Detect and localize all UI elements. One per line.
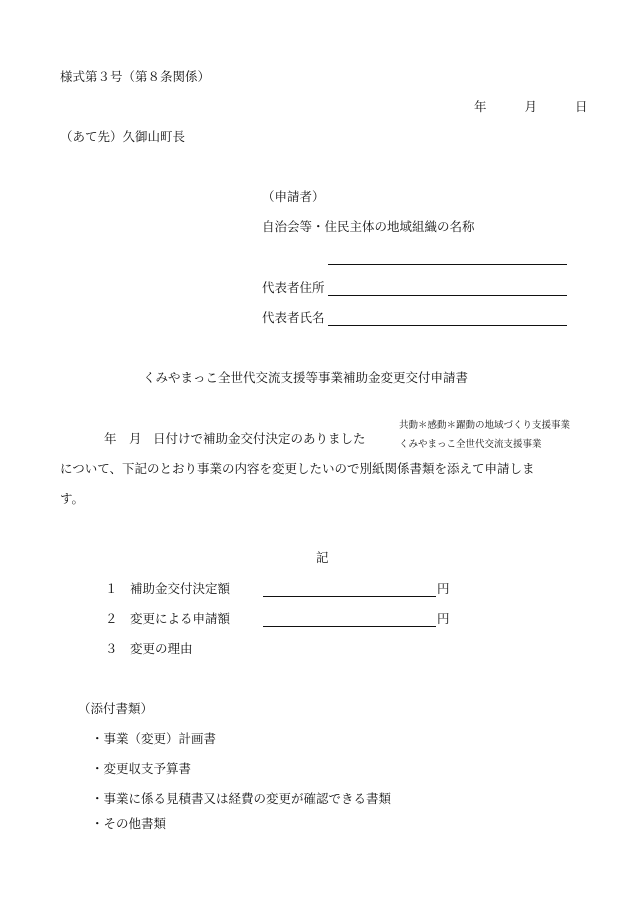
item-2-unit: 円 bbox=[437, 611, 450, 626]
body-line-2: について、下記のとおり事業の内容を変更したいので別紙関係書類を添えて申請しま bbox=[60, 461, 535, 476]
address-label: 代表者住所 bbox=[262, 280, 325, 295]
date-day-label: 日 bbox=[574, 99, 588, 114]
applicant-heading: （申請者） bbox=[262, 189, 325, 204]
item-1-number: １ bbox=[105, 581, 118, 596]
date-line bbox=[474, 101, 587, 114]
addressee: （あて先）久御山町長 bbox=[60, 129, 186, 144]
attachments-heading: （添付書類） bbox=[78, 701, 154, 716]
item-1-label: 補助金交付決定額 bbox=[130, 581, 231, 596]
attachment-item: ・変更収支予算書 bbox=[91, 761, 192, 776]
org-name-field bbox=[328, 264, 567, 265]
item-2-amount-field bbox=[263, 626, 436, 627]
representative-name-field bbox=[328, 325, 567, 326]
item-3-number: ３ bbox=[105, 641, 118, 656]
choice-option-2: くみやまっこ全世代交流支援事業 bbox=[399, 439, 542, 450]
item-1-amount-field bbox=[263, 596, 436, 597]
form-number: 様式第３号（第８条関係） bbox=[60, 69, 211, 84]
document-title: くみやまっこ全世代交流支援等事業補助金変更交付申請書 bbox=[143, 370, 469, 385]
item-2-number: ２ bbox=[105, 611, 118, 626]
choice-option-1: 共動＊感動＊躍動の地域づくり支援事業 bbox=[399, 420, 571, 431]
body-month-label: 月 bbox=[129, 431, 142, 446]
body-line-3: す。 bbox=[60, 491, 85, 506]
item-2-label: 変更による申請額 bbox=[130, 611, 231, 626]
attachment-item: ・その他書類 bbox=[91, 816, 167, 831]
item-3-label: 変更の理由 bbox=[130, 641, 193, 656]
body-line-1: 日付けで補助金交付決定のありました bbox=[153, 431, 366, 446]
date-month-label: 月 bbox=[524, 99, 537, 114]
body-year-label: 年 bbox=[104, 431, 117, 446]
item-1-unit: 円 bbox=[437, 581, 450, 596]
date-year-label: 年 bbox=[474, 99, 487, 114]
representative-name-label: 代表者氏名 bbox=[262, 310, 325, 325]
address-field bbox=[328, 295, 567, 296]
record-heading: 記 bbox=[316, 550, 329, 565]
attachment-item: ・事業（変更）計画書 bbox=[91, 731, 217, 746]
org-name-label: 自治会等・住民主体の地域組織の名称 bbox=[262, 219, 475, 234]
attachment-item: ・事業に係る見積書又は経費の変更が確認できる書類 bbox=[91, 791, 392, 806]
